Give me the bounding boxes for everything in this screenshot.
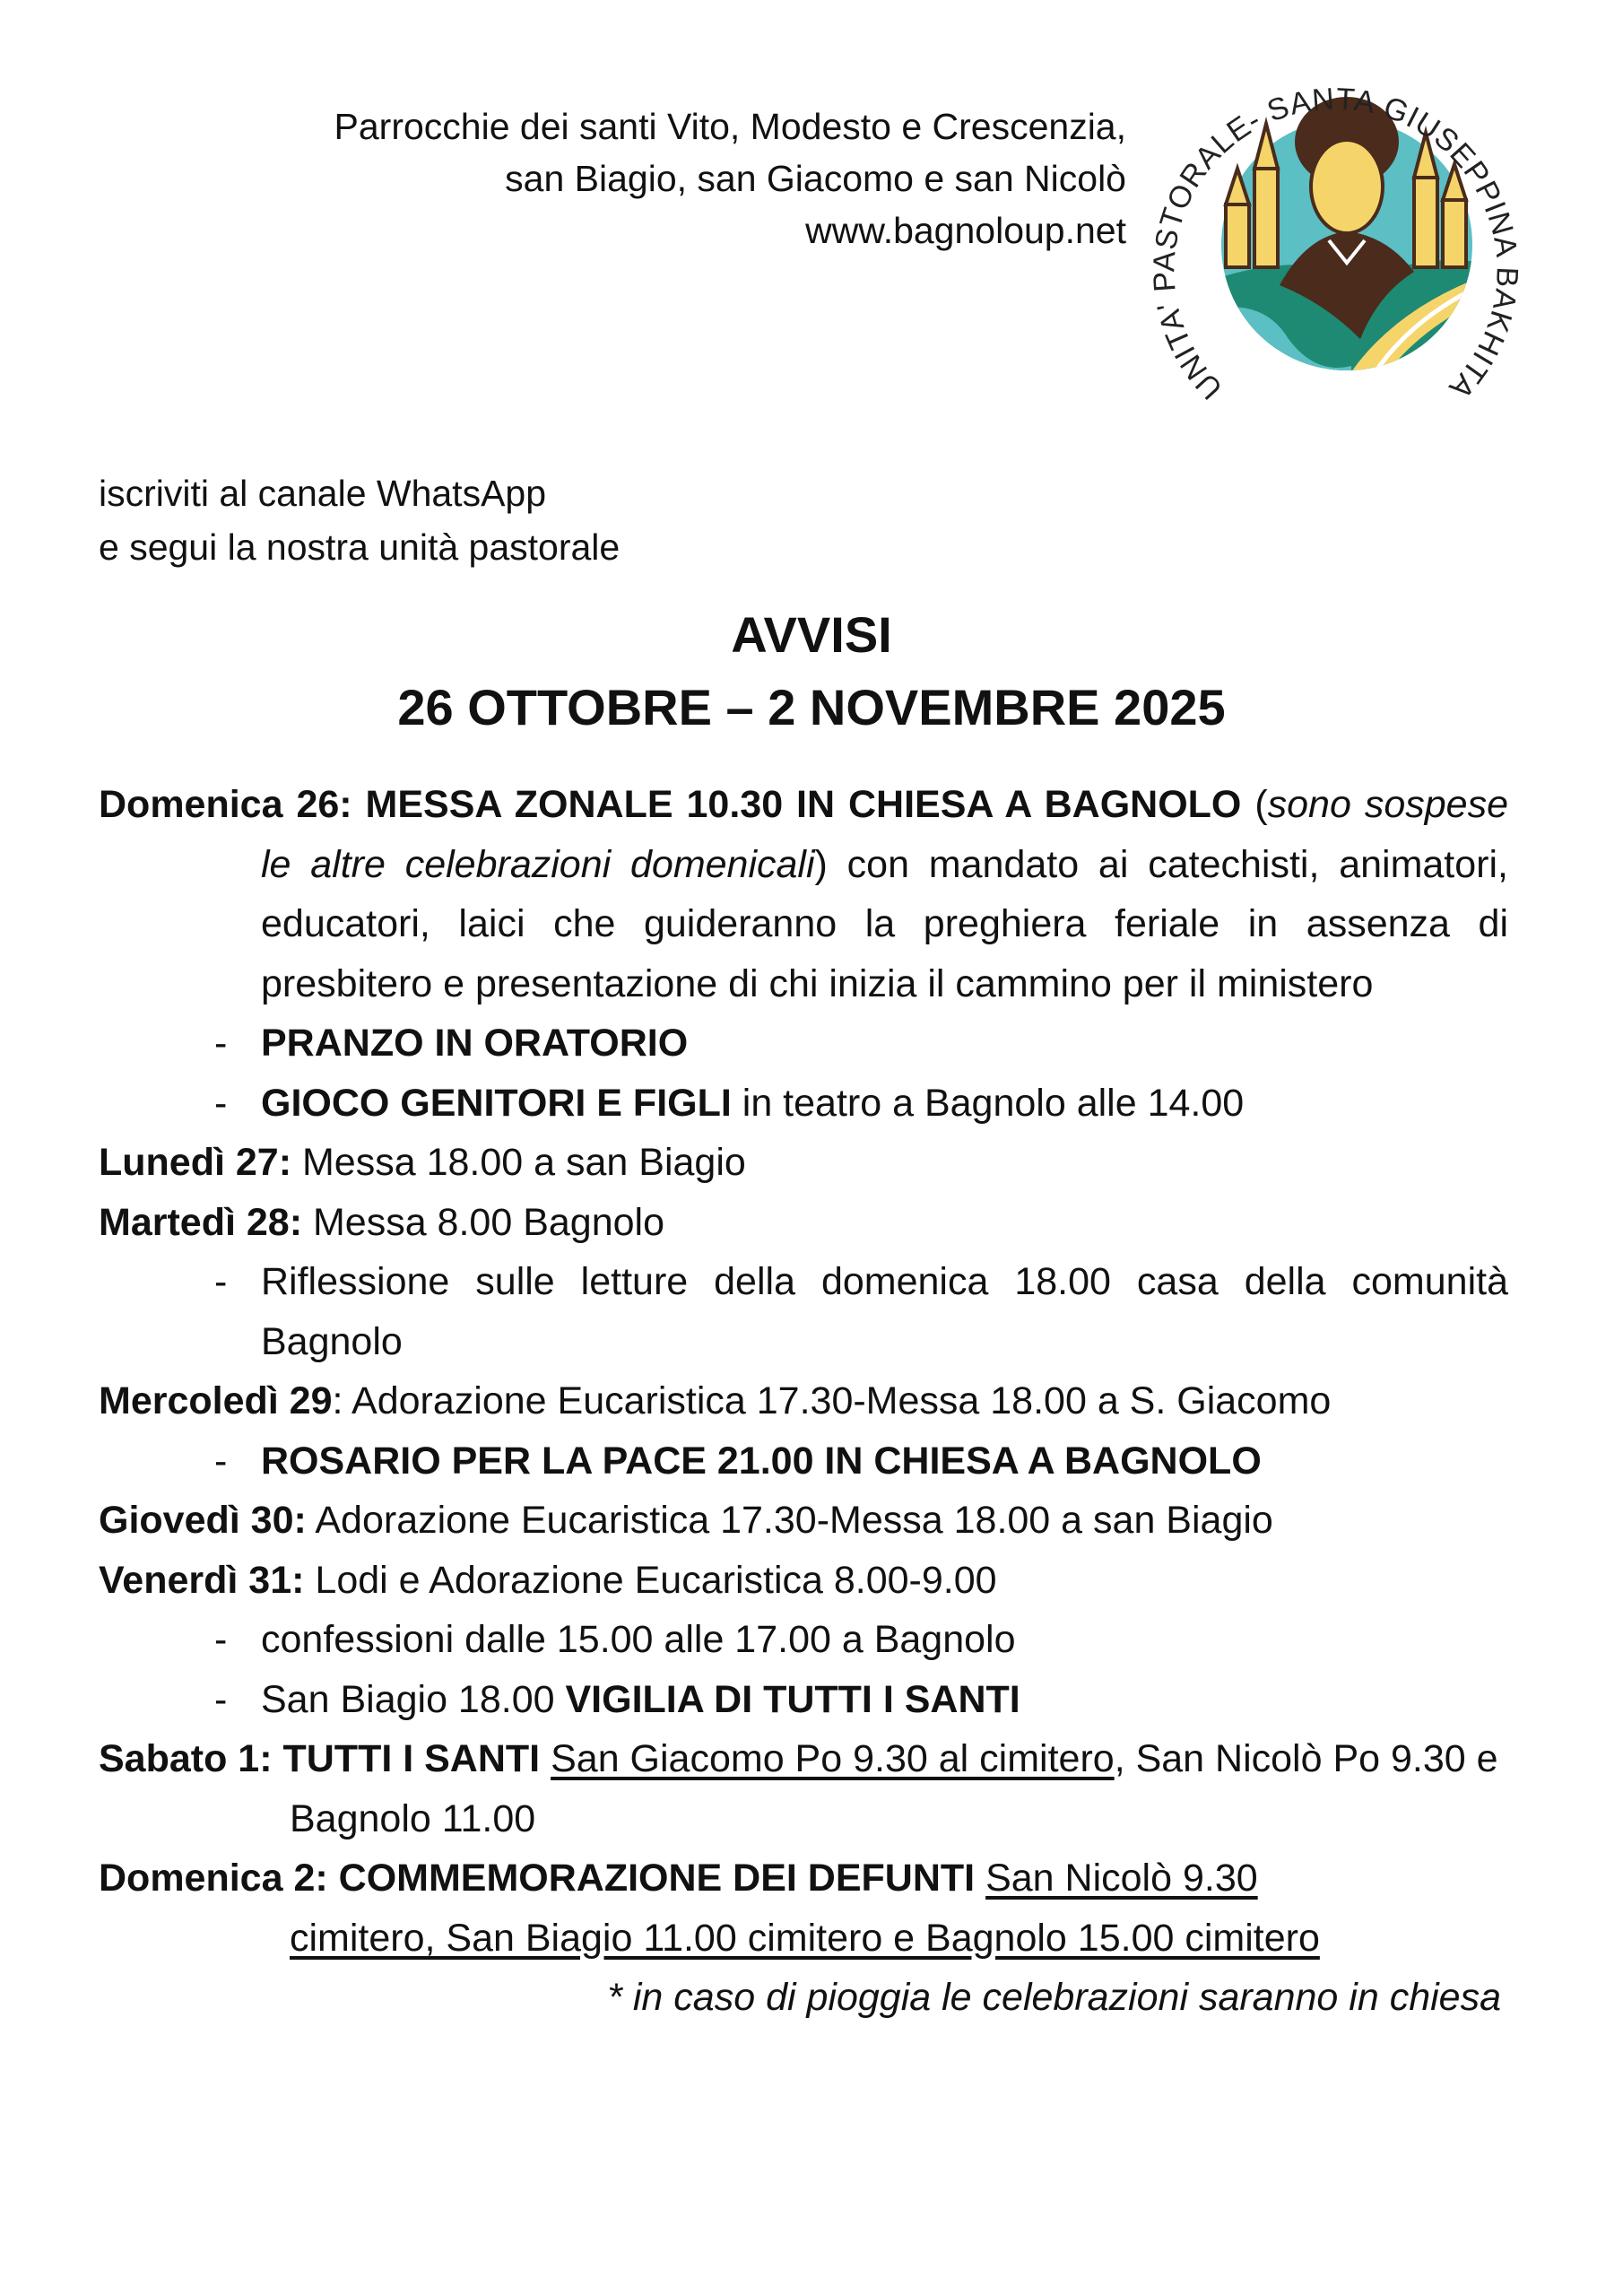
entry-text: : Adorazione Eucaristica 17.30-Messa 18.00 a S. Giacomo: [332, 1379, 1332, 1422]
notices-list: [99, 775, 1508, 2028]
sub-item-pranzo: [99, 1013, 1508, 1074]
entry-underlined-text: cimitero, San Biagio 11.00 cimitero e Bagnolo 15.00 cimitero: [290, 1916, 1320, 1960]
entry-italic-text: sono sospese le altre celebrazioni domenicali: [261, 783, 1508, 886]
logo-circular-text: UNITA' PASTORALE- SANTA GIUSEPPINA BAKHITA: [1147, 82, 1524, 406]
sub-item-riflessione: [99, 1252, 1508, 1371]
entry-day-heading: Lunedì 27:: [99, 1141, 292, 1184]
entry-lunedi-27: [99, 1133, 1508, 1193]
entry-day-heading: Sabato 1: TUTTI I SANTI: [99, 1737, 541, 1780]
sub-item-gioco: [99, 1074, 1508, 1134]
sub-item-vigilia: [99, 1670, 1508, 1730]
dash-bullet: -: [214, 1677, 228, 1721]
entry-sabato-1: [99, 1729, 1508, 1848]
entry-day-heading: Domenica 26: MESSA ZONALE 10.30 IN CHIESA A BAGNOLO: [99, 783, 1242, 826]
pastoral-unit-logo: [1145, 43, 1549, 438]
sub-item-bold: VIGILIA DI TUTTI I SANTI: [565, 1677, 1020, 1721]
entry-text: , San Nicolò Po 9.30 e Bagnolo 11.00: [290, 1737, 1498, 1840]
sub-item-text: San Biagio 18.00: [261, 1677, 566, 1721]
entry-underlined-text: San Nicolò 9.30: [985, 1857, 1258, 1900]
entry-text: Messa 18.00 a san Biagio: [291, 1141, 746, 1184]
entry-domenica-2: [99, 1848, 1508, 1968]
entry-underlined-text: San Giacomo Po 9.30 al cimitero: [551, 1737, 1115, 1780]
entry-text: Lodi e Adorazione Eucaristica 8.00-9.00: [304, 1558, 997, 1602]
entry-day-heading: Mercoledì 29: [99, 1379, 333, 1422]
parish-names-line2: san Biagio, san Giacomo e san Nicolò: [505, 158, 1126, 199]
dash-bullet: -: [214, 1022, 228, 1065]
whatsapp-line1: iscriviti al canale WhatsApp: [99, 473, 547, 514]
entry-day-heading: Domenica 2: COMMEMORAZIONE DEI DEFUNTI: [99, 1857, 976, 1900]
entry-text: Messa 8.00 Bagnolo: [302, 1200, 665, 1244]
sub-item-text: confessioni dalle 15.00 alle 17.00 a Bagnolo: [261, 1618, 1016, 1661]
whatsapp-invite: [99, 466, 620, 574]
entry-text: ) con mandato ai catechisti, animatori, educatori, laici che guideranno la preghiera feriale in assenza di presbitero e presentazione di chi inizia il cammino per il ministero: [261, 842, 1508, 1005]
dash-bullet: -: [214, 1081, 228, 1125]
entry-giovedi-30: [99, 1491, 1508, 1551]
sub-item-bold: GIOCO GENITORI E FIGLI: [261, 1081, 732, 1125]
sub-item-text: in teatro a Bagnolo alle 14.00: [731, 1081, 1245, 1125]
dash-bullet: -: [214, 1260, 228, 1303]
sub-item-text: ROSARIO PER LA PACE 21.00 IN CHIESA A BAGNOLO: [261, 1439, 1262, 1483]
rain-note: * in caso di pioggia le celebrazioni saranno in chiesa: [607, 1976, 1501, 2019]
entry-text: Adorazione Eucaristica 17.30-Messa 18.00 a san Biagio: [306, 1499, 1273, 1542]
dash-bullet: -: [214, 1618, 228, 1661]
sub-item-confessioni: [99, 1610, 1508, 1670]
website-url: www.bagnoloup.net: [805, 210, 1126, 251]
entry-day-heading: Martedì 28:: [99, 1200, 303, 1244]
date-range: 26 OTTOBRE – 2 NOVEMBRE 2025: [397, 679, 1226, 735]
sub-item-text: Riflessione sulle letture della domenica 18.00 casa della comunità Bagnolo: [261, 1260, 1508, 1363]
entry-venerdi-31: [99, 1551, 1508, 1611]
entry-day-heading: Giovedì 30:: [99, 1499, 307, 1542]
sub-item-rosario: [99, 1431, 1508, 1492]
dash-bullet: -: [214, 1439, 228, 1483]
entry-domenica-26: [99, 775, 1508, 1013]
page-title: AVVISI: [731, 606, 892, 663]
parish-header: [334, 100, 1126, 257]
parish-names-line1: Parrocchie dei santi Vito, Modesto e Crescenzia,: [334, 106, 1126, 147]
entry-text: (: [1241, 783, 1268, 826]
whatsapp-line2: e segui la nostra unità pastorale: [99, 526, 621, 568]
sub-item-text: PRANZO IN ORATORIO: [261, 1022, 689, 1065]
entry-day-heading: Venerdì 31:: [99, 1558, 305, 1602]
entry-mercoledi-29: [99, 1371, 1508, 1431]
entry-martedi-28: [99, 1193, 1508, 1253]
